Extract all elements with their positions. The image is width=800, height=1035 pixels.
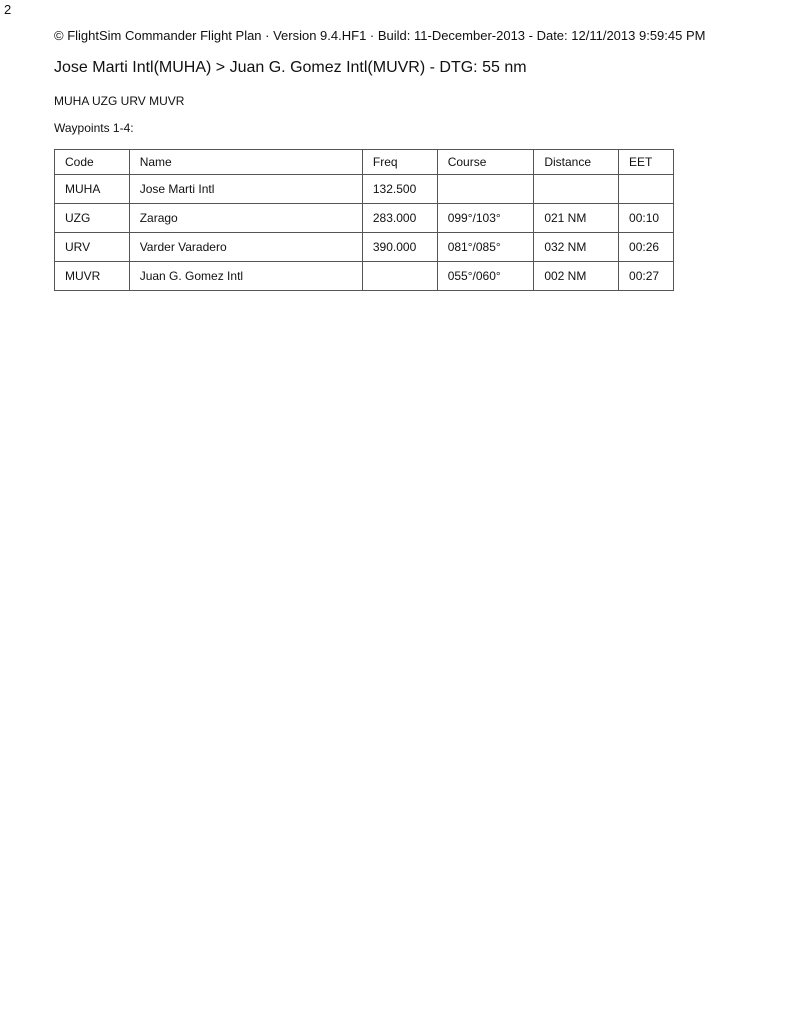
cell-code: UZG [55,204,130,233]
cell-course: 055°/060° [437,262,534,291]
table-row [55,262,674,291]
cell-eet: 00:26 [619,233,674,262]
cell-freq: 283.000 [362,204,437,233]
cell-eet: 00:10 [619,204,674,233]
cell-course: 099°/103° [437,204,534,233]
cell-code: MUVR [55,262,130,291]
cell-distance: 021 NM [534,204,619,233]
cell-distance [534,175,619,204]
table-row [55,233,674,262]
table-row [55,204,674,233]
cell-distance: 002 NM [534,262,619,291]
cell-name: Zarago [129,204,362,233]
column-header-freq: Freq [362,150,437,175]
cell-freq: 390.000 [362,233,437,262]
cell-course: 081°/085° [437,233,534,262]
cell-code: MUHA [55,175,130,204]
cell-eet [619,175,674,204]
waypoints-table [54,149,674,291]
table-header-row [55,150,674,175]
table-body [55,175,674,291]
column-header-eet: EET [619,150,674,175]
cell-name: Juan G. Gomez Intl [129,262,362,291]
cell-freq [362,262,437,291]
column-header-distance: Distance [534,150,619,175]
column-header-course: Course [437,150,534,175]
cell-eet: 00:27 [619,262,674,291]
column-header-code: Code [55,150,130,175]
waypoints-label: Waypoints 1-4: [54,121,134,135]
page-number: 2 [4,2,12,17]
cell-course [437,175,534,204]
table-row [55,175,674,204]
cell-freq: 132.500 [362,175,437,204]
cell-code: URV [55,233,130,262]
route-codes: MUHA UZG URV MUVR [54,94,185,108]
cell-distance: 032 NM [534,233,619,262]
document-header: © FlightSim Commander Flight Plan · Version 9.4.HF1 · Build: 11-December-2013 - Date: 12/11/2013 9:59:45 PM [54,28,706,43]
column-header-name: Name [129,150,362,175]
cell-name: Varder Varadero [129,233,362,262]
route-title: Jose Marti Intl(MUHA) > Juan G. Gomez Intl(MUVR) - DTG: 55 nm [54,59,527,76]
table-header [55,150,674,175]
cell-name: Jose Marti Intl [129,175,362,204]
